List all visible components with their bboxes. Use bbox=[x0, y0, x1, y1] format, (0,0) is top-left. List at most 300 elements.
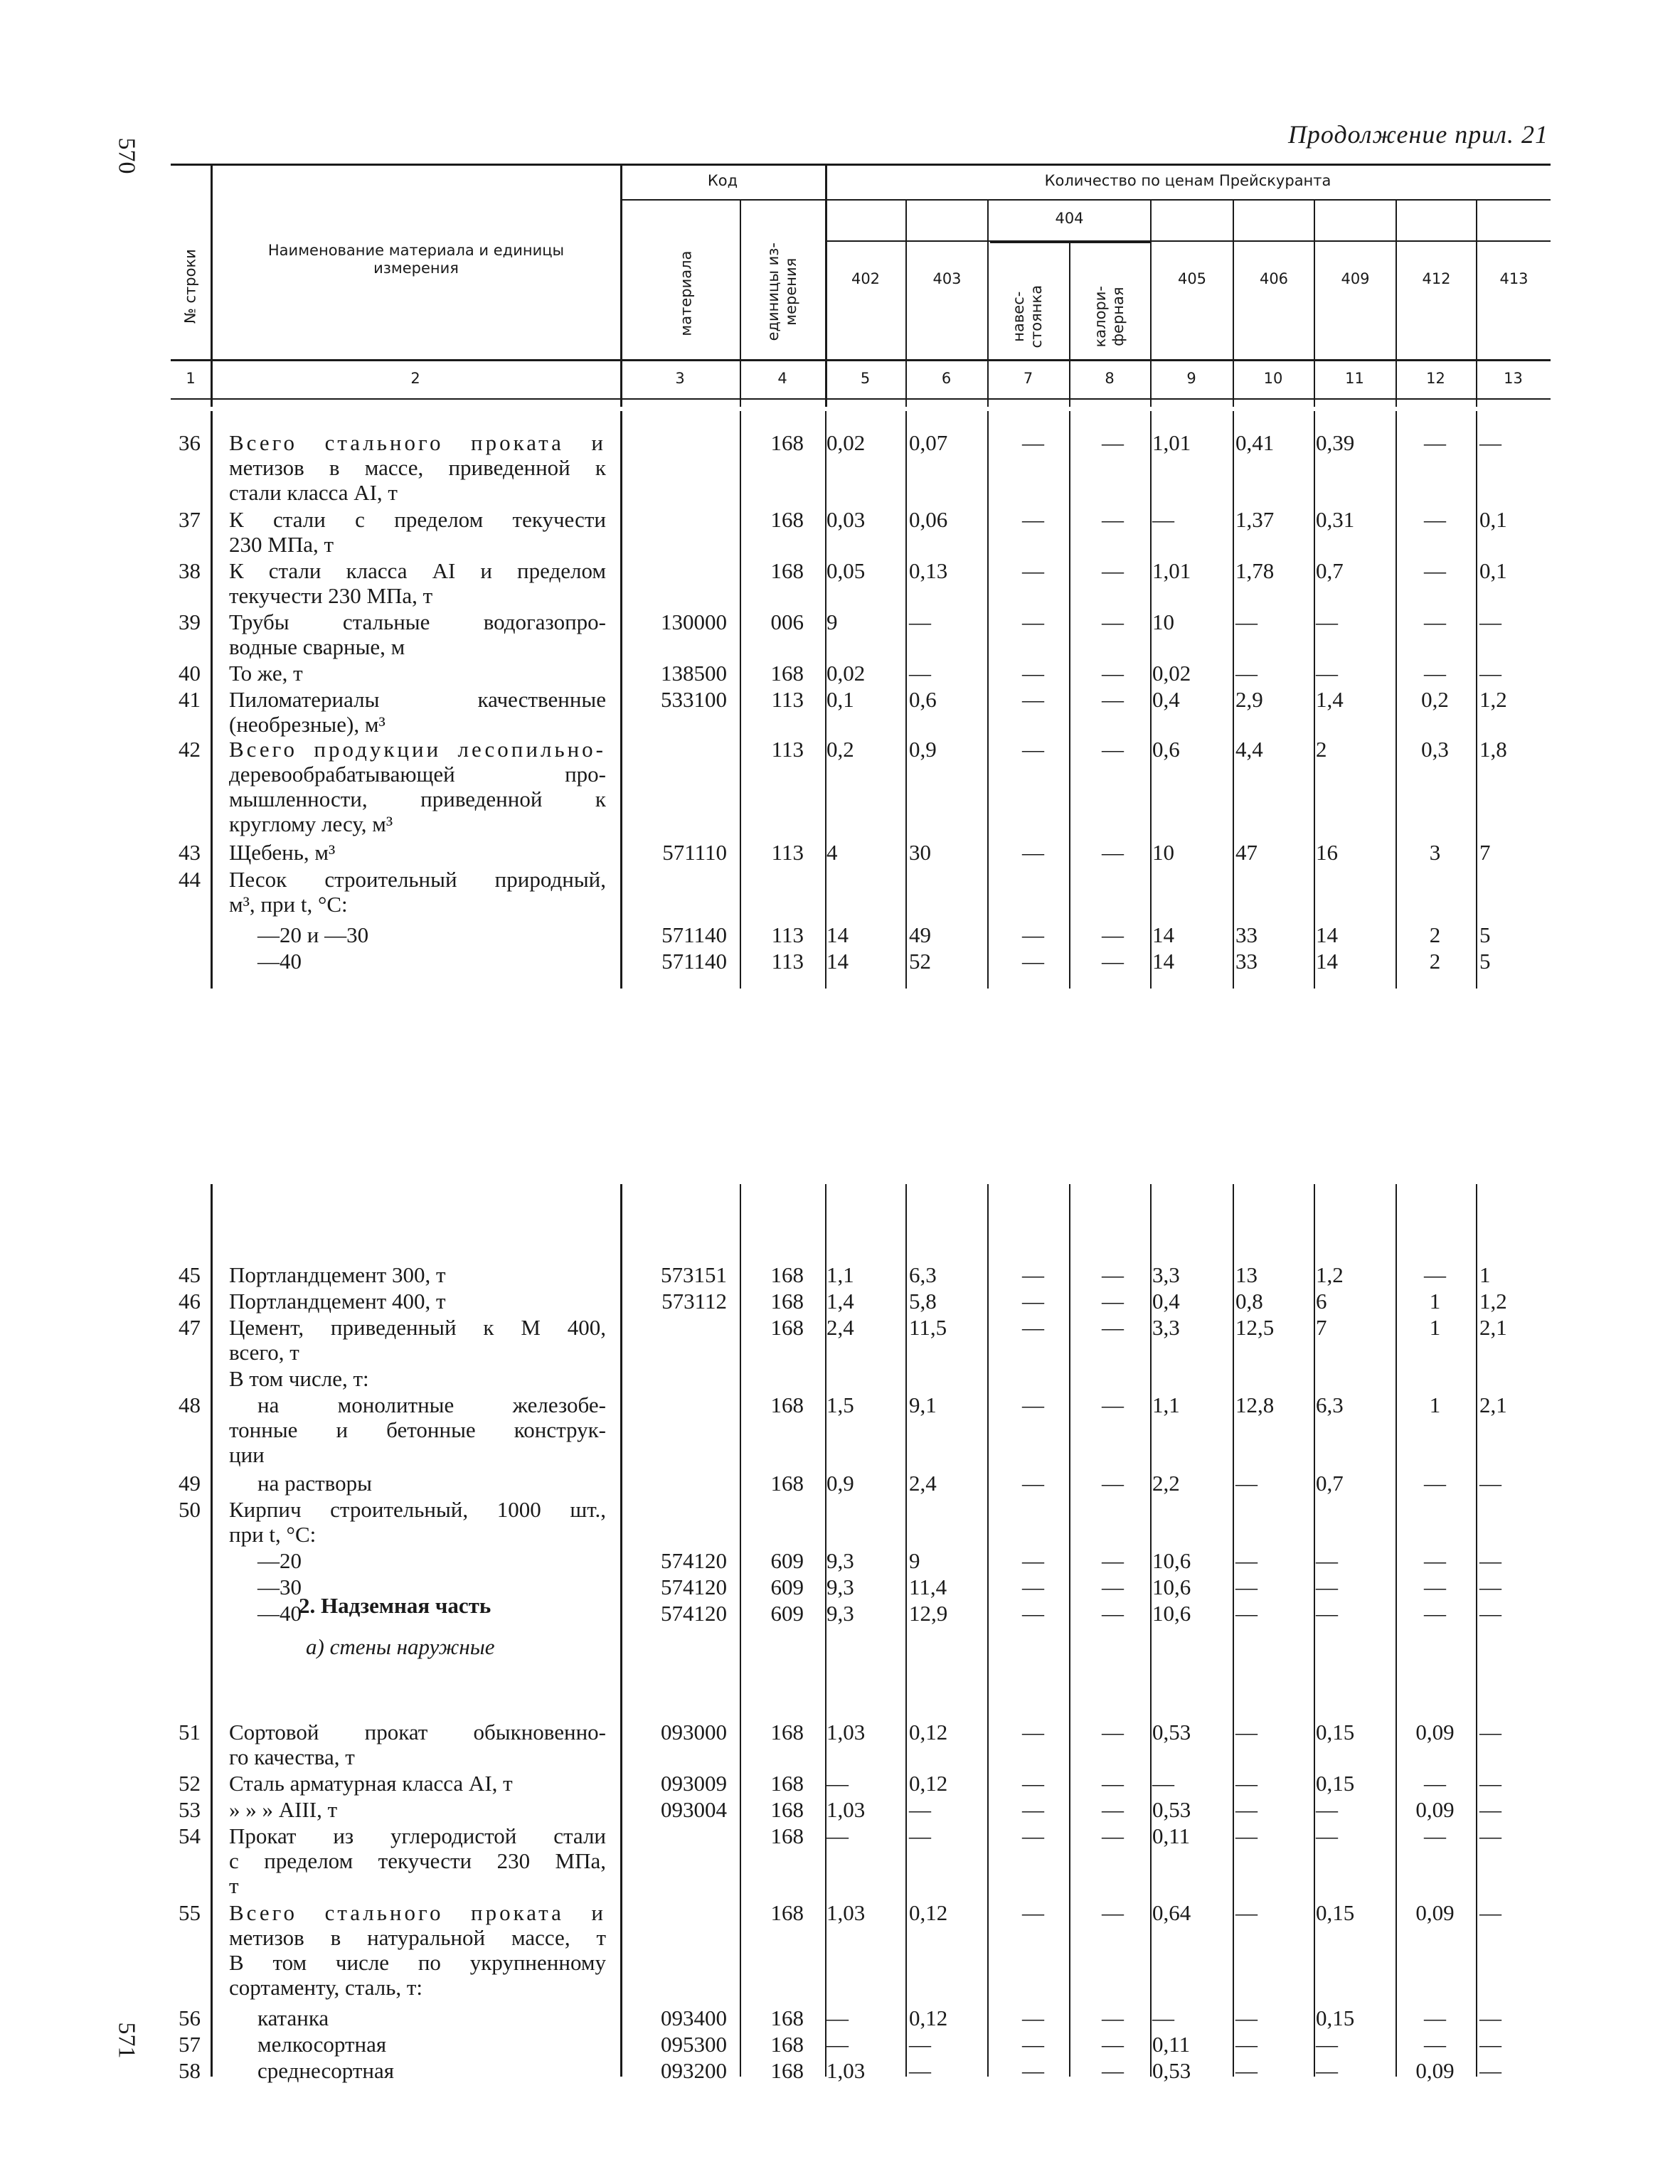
material-name-line: К стали класса AI и пределом bbox=[229, 558, 606, 583]
qty-413: — bbox=[1479, 661, 1501, 686]
colnum-10: 10 bbox=[1263, 370, 1283, 387]
material-code: 571140 bbox=[661, 949, 727, 974]
qty-402: — bbox=[826, 1771, 849, 1796]
material-name-line: —20 и —30 bbox=[257, 922, 369, 947]
material-name bbox=[229, 1392, 606, 1467]
qty-402: 9,3 bbox=[826, 1548, 854, 1573]
material-name bbox=[229, 1797, 606, 1822]
qty-405: 10,6 bbox=[1152, 1575, 1191, 1599]
material-name-line: (необрезные), м³ bbox=[229, 712, 386, 737]
qty-405: 0,53 bbox=[1152, 1797, 1191, 1822]
qty-412: 2 bbox=[1429, 949, 1441, 974]
row-number: 45 bbox=[179, 1262, 201, 1287]
qty-412: 0,09 bbox=[1415, 2058, 1455, 2083]
material-name bbox=[229, 609, 606, 659]
unit-code: 168 bbox=[770, 1471, 804, 1496]
row-number: 56 bbox=[179, 2005, 201, 2030]
unit-code: 168 bbox=[770, 1315, 804, 1340]
qty-412: — bbox=[1424, 1601, 1446, 1626]
qty-409: 0,15 bbox=[1316, 1771, 1355, 1796]
qty-403: 0,06 bbox=[909, 507, 948, 532]
material-name-line: мышленности, приведенной к bbox=[229, 787, 606, 811]
material-code: 571140 bbox=[661, 922, 727, 947]
material-name bbox=[229, 661, 606, 686]
qty-412: — bbox=[1424, 1548, 1446, 1573]
qty-402: 1,03 bbox=[826, 1797, 866, 1822]
qty-412: 0,09 bbox=[1415, 1797, 1455, 1822]
qty-404-kalor: — bbox=[1102, 1289, 1124, 1314]
qty-413: — bbox=[1479, 2058, 1501, 2083]
material-code: 093000 bbox=[661, 1720, 727, 1744]
qty-404-naves: — bbox=[1022, 949, 1044, 974]
colnum-7: 7 bbox=[1023, 370, 1033, 387]
qty-404-naves: — bbox=[1022, 609, 1044, 634]
material-name bbox=[229, 2058, 606, 2083]
unit-code: 168 bbox=[770, 661, 804, 686]
qty-409: — bbox=[1316, 1601, 1338, 1626]
header-404: 404 bbox=[1055, 210, 1084, 227]
qty-413: — bbox=[1479, 1771, 1501, 1796]
qty-404-kalor: — bbox=[1102, 507, 1124, 532]
qty-412: 1 bbox=[1429, 1392, 1441, 1417]
page-number-bottom: 571 bbox=[113, 2022, 140, 2059]
qty-409: 0,15 bbox=[1316, 1720, 1355, 1744]
unit-code: 168 bbox=[770, 1289, 804, 1314]
section-subtitle: а) стены наружные bbox=[306, 1634, 495, 1659]
material-name-line: всего, т bbox=[229, 1340, 299, 1365]
unit-code: 113 bbox=[771, 737, 804, 762]
material-name bbox=[229, 687, 606, 737]
material-code: 093004 bbox=[661, 1797, 727, 1822]
material-name-line: —40 bbox=[257, 1601, 302, 1626]
qty-404-kalor: — bbox=[1102, 609, 1124, 634]
qty-413: — bbox=[1479, 1720, 1501, 1744]
qty-405: 1,1 bbox=[1152, 1392, 1180, 1417]
material-name bbox=[229, 2005, 606, 2030]
header-402: 402 bbox=[851, 270, 881, 287]
colnum-3: 3 bbox=[675, 370, 685, 387]
material-name-line: Портландцемент 300, т bbox=[229, 1262, 446, 1287]
material-code: 093200 bbox=[661, 2058, 727, 2083]
qty-405: 10 bbox=[1152, 840, 1174, 865]
row-number: 57 bbox=[179, 2032, 201, 2057]
qty-404-kalor: — bbox=[1102, 1315, 1124, 1340]
qty-406: 12,5 bbox=[1235, 1315, 1275, 1340]
qty-406: 33 bbox=[1235, 922, 1258, 947]
colnum-4: 4 bbox=[777, 370, 787, 387]
qty-412: — bbox=[1424, 1471, 1446, 1496]
material-name-line: Песок строительный природный, bbox=[229, 867, 606, 892]
material-name-line: текучести 230 МПа, т bbox=[229, 583, 433, 608]
row-number: 43 bbox=[179, 840, 201, 865]
qty-406: 1,37 bbox=[1235, 507, 1275, 532]
material-code: 138500 bbox=[661, 661, 727, 686]
qty-405: 10 bbox=[1152, 609, 1174, 634]
material-name-line: Цемент, приведенный к М 400, bbox=[229, 1315, 606, 1340]
material-name-line: метизов в натуральной массе, т bbox=[229, 1925, 606, 1950]
qty-409: 0,7 bbox=[1316, 1471, 1344, 1496]
qty-404-kalor: — bbox=[1102, 1548, 1124, 1573]
qty-413: — bbox=[1479, 1575, 1501, 1599]
qty-405: 0,4 bbox=[1152, 1289, 1180, 1314]
header-code-unit: единицы из-мерения bbox=[764, 242, 799, 341]
unit-code: 168 bbox=[770, 507, 804, 532]
qty-409: — bbox=[1316, 1548, 1338, 1573]
qty-405: 14 bbox=[1152, 922, 1174, 947]
material-name-line: ции bbox=[229, 1442, 265, 1467]
qty-409: 16 bbox=[1316, 840, 1338, 865]
qty-402: 0,05 bbox=[826, 558, 866, 583]
qty-405: 1,01 bbox=[1152, 558, 1191, 583]
qty-406: 33 bbox=[1235, 949, 1258, 974]
unit-code: 113 bbox=[771, 922, 804, 947]
row-number: 51 bbox=[179, 1720, 201, 1744]
qty-404-kalor: — bbox=[1102, 661, 1124, 686]
material-name bbox=[229, 1471, 606, 1496]
qty-404-naves: — bbox=[1022, 2032, 1044, 2057]
qty-405: 0,11 bbox=[1152, 1823, 1191, 1848]
qty-402: 0,02 bbox=[826, 661, 866, 686]
material-code: 130000 bbox=[661, 609, 727, 634]
qty-406: 12,8 bbox=[1235, 1392, 1275, 1417]
material-name bbox=[229, 430, 606, 505]
unit-code: 113 bbox=[771, 949, 804, 974]
qty-406: — bbox=[1235, 2032, 1258, 2057]
material-code: 574120 bbox=[661, 1548, 727, 1573]
qty-406: — bbox=[1235, 1548, 1258, 1573]
material-name bbox=[229, 1900, 606, 2000]
colnum-13: 13 bbox=[1504, 370, 1523, 387]
material-name-line: стали класса AI, т bbox=[229, 480, 398, 505]
unit-code: 168 bbox=[770, 558, 804, 583]
material-name bbox=[229, 1497, 606, 1547]
qty-405: 0,64 bbox=[1152, 1900, 1191, 1925]
qty-404-kalor: — bbox=[1102, 2032, 1124, 2057]
qty-406: — bbox=[1235, 609, 1258, 634]
material-name-line: на монолитные железобе- bbox=[257, 1392, 606, 1417]
row-number: 36 bbox=[179, 430, 201, 455]
qty-412: — bbox=[1424, 2005, 1446, 2030]
material-name-line: То же, т bbox=[229, 661, 303, 686]
material-name bbox=[229, 1262, 606, 1287]
qty-403: 0,12 bbox=[909, 1771, 948, 1796]
material-name bbox=[229, 2032, 606, 2057]
qty-406: — bbox=[1235, 1575, 1258, 1599]
header-qty-group: Количество по ценам Прейскуранта bbox=[1044, 172, 1331, 189]
material-name-line: водные сварные, м bbox=[229, 634, 405, 659]
unit-code: 609 bbox=[770, 1575, 804, 1599]
qty-406: — bbox=[1235, 2005, 1258, 2030]
qty-409: 1,2 bbox=[1316, 1262, 1344, 1287]
qty-404-kalor: — bbox=[1102, 1823, 1124, 1848]
qty-403: 0,12 bbox=[909, 1720, 948, 1744]
qty-404-naves: — bbox=[1022, 1720, 1044, 1744]
qty-413: 5 bbox=[1479, 949, 1491, 974]
qty-404-kalor: — bbox=[1102, 1797, 1124, 1822]
qty-404-kalor: — bbox=[1102, 949, 1124, 974]
header-412: 412 bbox=[1422, 270, 1451, 287]
row-number: 53 bbox=[179, 1797, 201, 1822]
qty-404-kalor: — bbox=[1102, 2058, 1124, 2083]
qty-409: 6,3 bbox=[1316, 1392, 1344, 1417]
material-name-line: с пределом текучести 230 МПа, bbox=[229, 1848, 606, 1873]
qty-402: 4 bbox=[826, 840, 838, 865]
qty-405: 10,6 bbox=[1152, 1548, 1191, 1573]
qty-403: 9 bbox=[909, 1548, 920, 1573]
unit-code: 168 bbox=[770, 1900, 804, 1925]
qty-404-kalor: — bbox=[1102, 1900, 1124, 1925]
qty-409: 14 bbox=[1316, 922, 1338, 947]
material-name-line: го качества, т bbox=[229, 1744, 355, 1769]
colnum-9: 9 bbox=[1186, 370, 1196, 387]
qty-404-naves: — bbox=[1022, 1289, 1044, 1314]
qty-404-kalor: — bbox=[1102, 737, 1124, 762]
qty-413: 0,1 bbox=[1479, 507, 1507, 532]
row-number: 54 bbox=[179, 1823, 201, 1848]
qty-403: 0,12 bbox=[909, 2005, 948, 2030]
qty-405: 0,4 bbox=[1152, 687, 1180, 712]
qty-413: 2,1 bbox=[1479, 1315, 1507, 1340]
material-name-line: —20 bbox=[257, 1548, 302, 1573]
header-code-group: Код bbox=[707, 172, 738, 189]
qty-403: — bbox=[909, 2058, 931, 2083]
colnum-6: 6 bbox=[941, 370, 952, 387]
header-code-material: материала bbox=[677, 250, 695, 336]
material-name bbox=[229, 867, 606, 917]
qty-403: 9,1 bbox=[909, 1392, 937, 1417]
qty-406: — bbox=[1235, 1720, 1258, 1744]
qty-413: 1,8 bbox=[1479, 737, 1507, 762]
qty-409: 6 bbox=[1316, 1289, 1327, 1314]
row-number: 47 bbox=[179, 1315, 201, 1340]
qty-412: 0,09 bbox=[1415, 1720, 1455, 1744]
qty-402: 0,9 bbox=[826, 1471, 854, 1496]
qty-406: 47 bbox=[1235, 840, 1258, 865]
qty-403: — bbox=[909, 661, 931, 686]
qty-404-kalor: — bbox=[1102, 1471, 1124, 1496]
unit-code: 168 bbox=[770, 1823, 804, 1848]
row-number: 41 bbox=[179, 687, 201, 712]
qty-403: 49 bbox=[909, 922, 931, 947]
qty-404-naves: — bbox=[1022, 661, 1044, 686]
qty-409: 7 bbox=[1316, 1315, 1327, 1340]
qty-402: 1,03 bbox=[826, 2058, 866, 2083]
qty-412: 0,3 bbox=[1421, 737, 1449, 762]
material-code: 093400 bbox=[661, 2005, 727, 2030]
qty-409: — bbox=[1316, 2058, 1338, 2083]
qty-412: 2 bbox=[1429, 922, 1441, 947]
qty-412: — bbox=[1424, 430, 1446, 455]
unit-code: 168 bbox=[770, 2058, 804, 2083]
qty-413: 7 bbox=[1479, 840, 1491, 865]
qty-409: — bbox=[1316, 609, 1338, 634]
qty-413: 5 bbox=[1479, 922, 1491, 947]
qty-404-kalor: — bbox=[1102, 687, 1124, 712]
unit-code: 113 bbox=[771, 687, 804, 712]
qty-413: — bbox=[1479, 2005, 1501, 2030]
qty-409: — bbox=[1316, 1823, 1338, 1848]
qty-409: — bbox=[1316, 661, 1338, 686]
qty-403: 5,8 bbox=[909, 1289, 937, 1314]
header-403: 403 bbox=[932, 270, 962, 287]
unit-code: 006 bbox=[770, 609, 804, 634]
qty-404-naves: — bbox=[1022, 2058, 1044, 2083]
material-name bbox=[229, 840, 606, 865]
qty-402: 2,4 bbox=[826, 1315, 854, 1340]
qty-405: 0,53 bbox=[1152, 2058, 1191, 2083]
qty-413: — bbox=[1479, 1900, 1501, 1925]
qty-406: — bbox=[1235, 1823, 1258, 1848]
qty-405: — bbox=[1152, 1771, 1174, 1796]
qty-412: 0,09 bbox=[1415, 1900, 1455, 1925]
colnum-8: 8 bbox=[1105, 370, 1115, 387]
qty-413: 1 bbox=[1479, 1262, 1491, 1287]
qty-412: — bbox=[1424, 558, 1446, 583]
subheader-rule bbox=[826, 240, 1551, 242]
qty-402: 0,1 bbox=[826, 687, 854, 712]
page-number-top: 570 bbox=[113, 137, 140, 174]
material-code: 093009 bbox=[661, 1771, 727, 1796]
qty-404-naves: — bbox=[1022, 922, 1044, 947]
row-number: 50 bbox=[179, 1497, 201, 1522]
material-name-line: В том числе по укрупненному bbox=[229, 1950, 606, 1975]
colnum-2: 2 bbox=[410, 370, 420, 387]
qty-404-kalor: — bbox=[1102, 1262, 1124, 1287]
qty-402: 9 bbox=[826, 609, 838, 634]
qty-402: 1,03 bbox=[826, 1900, 866, 1925]
material-name bbox=[229, 558, 606, 608]
material-name bbox=[229, 1823, 606, 1898]
material-name-line: В том числе, т: bbox=[229, 1366, 369, 1391]
qty-403: — bbox=[909, 1823, 931, 1848]
qty-409: — bbox=[1316, 2032, 1338, 2057]
qty-404-naves: — bbox=[1022, 1262, 1044, 1287]
qty-406: — bbox=[1235, 1900, 1258, 1925]
row-number: 58 bbox=[179, 2058, 201, 2083]
qty-404-naves: — bbox=[1022, 737, 1044, 762]
qty-404-naves: — bbox=[1022, 1575, 1044, 1599]
qty-402: 0,03 bbox=[826, 507, 866, 532]
qty-405: 0,11 bbox=[1152, 2032, 1191, 2057]
qty-413: — bbox=[1479, 609, 1501, 634]
qty-404-naves: — bbox=[1022, 507, 1044, 532]
qty-404-naves: — bbox=[1022, 1771, 1044, 1796]
material-name-line: 230 МПа, т bbox=[229, 532, 334, 557]
material-name-line: м³, при t, °C: bbox=[229, 892, 348, 917]
qty-406: — bbox=[1235, 1771, 1258, 1796]
qty-409: 0,15 bbox=[1316, 1900, 1355, 1925]
qty-402: 0,2 bbox=[826, 737, 854, 762]
qty-404-naves: — bbox=[1022, 430, 1044, 455]
material-name bbox=[229, 1366, 606, 1391]
qty-406: 2,9 bbox=[1235, 687, 1263, 712]
qty-406: — bbox=[1235, 1601, 1258, 1626]
qty-403: 0,13 bbox=[909, 558, 948, 583]
row-number: 46 bbox=[179, 1289, 201, 1314]
qty-412: 1 bbox=[1429, 1315, 1441, 1340]
qty-409: 1,4 bbox=[1316, 687, 1344, 712]
header-409: 409 bbox=[1341, 270, 1370, 287]
qty-405: — bbox=[1152, 507, 1174, 532]
material-code: 574120 bbox=[661, 1575, 727, 1599]
material-name-line: деревообрабатывающей про- bbox=[229, 762, 606, 787]
qty-413: 2,1 bbox=[1479, 1392, 1507, 1417]
qty-402: 14 bbox=[826, 949, 849, 974]
row-number: 55 bbox=[179, 1900, 201, 1925]
qty-409: 14 bbox=[1316, 949, 1338, 974]
qty-406: 1,78 bbox=[1235, 558, 1275, 583]
header-404-naves: навес-стоянка bbox=[1009, 284, 1045, 348]
qty-412: — bbox=[1424, 1771, 1446, 1796]
qty-402: 0,02 bbox=[826, 430, 866, 455]
qty-403: — bbox=[909, 2032, 931, 2057]
qty-412: — bbox=[1424, 609, 1446, 634]
material-name-line: при t, °C: bbox=[229, 1522, 317, 1547]
unit-code: 168 bbox=[770, 1797, 804, 1822]
qty-413: 1,2 bbox=[1479, 687, 1507, 712]
row-number: 44 bbox=[179, 867, 201, 892]
row-number: 49 bbox=[179, 1471, 201, 1496]
header-406: 406 bbox=[1259, 270, 1289, 287]
qty-402: 1,4 bbox=[826, 1289, 854, 1314]
colnum-1: 1 bbox=[186, 370, 196, 387]
qty-412: — bbox=[1424, 1262, 1446, 1287]
qty-404-naves: — bbox=[1022, 558, 1044, 583]
qty-413: — bbox=[1479, 430, 1501, 455]
qty-402: 9,3 bbox=[826, 1575, 854, 1599]
material-name-line: круглому лесу, м³ bbox=[229, 811, 393, 836]
qty-403: 0,6 bbox=[909, 687, 937, 712]
unit-code: 168 bbox=[770, 1262, 804, 1287]
qty-405: 3,3 bbox=[1152, 1262, 1180, 1287]
qty-402: 14 bbox=[826, 922, 849, 947]
qty-402: 1,5 bbox=[826, 1392, 854, 1417]
qty-402: — bbox=[826, 2032, 849, 2057]
qty-404-naves: — bbox=[1022, 1797, 1044, 1822]
unit-code: 168 bbox=[770, 1771, 804, 1796]
qty-403: 30 bbox=[909, 840, 931, 865]
row-number: 40 bbox=[179, 661, 201, 686]
material-code: 095300 bbox=[661, 2032, 727, 2057]
material-name-line: катанка bbox=[257, 2005, 329, 2030]
qty-405: 2,2 bbox=[1152, 1471, 1180, 1496]
qty-404-kalor: — bbox=[1102, 840, 1124, 865]
material-name-line: Портландцемент 400, т bbox=[229, 1289, 446, 1314]
qty-409: 2 bbox=[1316, 737, 1327, 762]
colnum-11: 11 bbox=[1345, 370, 1364, 387]
qty-404-kalor: — bbox=[1102, 558, 1124, 583]
material-name-line: » » » АIII, т bbox=[229, 1797, 338, 1822]
header-404-kalor: калори-ферная bbox=[1091, 286, 1127, 348]
qty-405: 1,01 bbox=[1152, 430, 1191, 455]
qty-409: — bbox=[1316, 1575, 1338, 1599]
qty-403: 2,4 bbox=[909, 1471, 937, 1496]
material-name-line: Всего стального проката и bbox=[229, 1900, 606, 1925]
material-name bbox=[229, 1548, 606, 1573]
qty-413: 0,1 bbox=[1479, 558, 1507, 583]
qty-404-kalor: — bbox=[1102, 430, 1124, 455]
qty-409: — bbox=[1316, 1797, 1338, 1822]
qty-405: 0,53 bbox=[1152, 1720, 1191, 1744]
material-code: 571110 bbox=[662, 840, 727, 865]
qty-404-kalor: — bbox=[1102, 1771, 1124, 1796]
unit-code: 168 bbox=[770, 2032, 804, 2057]
qty-402: — bbox=[826, 2005, 849, 2030]
qty-406: 0,8 bbox=[1235, 1289, 1263, 1314]
qty-403: 52 bbox=[909, 949, 931, 974]
material-name bbox=[229, 1315, 606, 1365]
row-number: 38 bbox=[179, 558, 201, 583]
